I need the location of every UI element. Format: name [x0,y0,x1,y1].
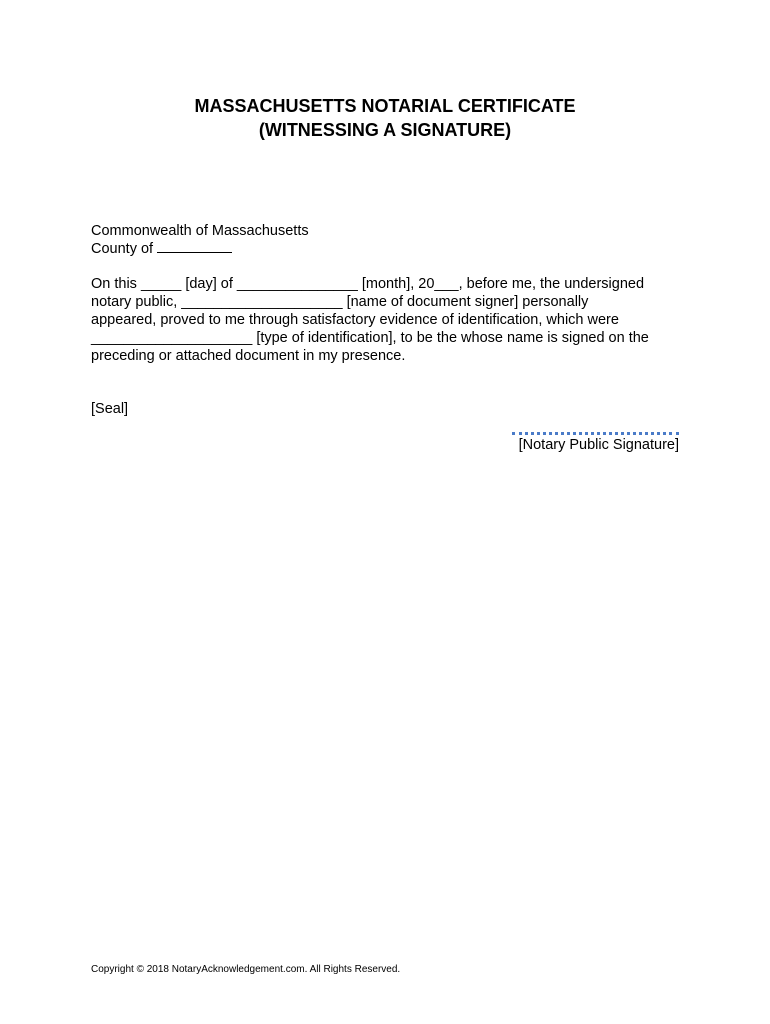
county-line [91,240,232,258]
body-line-1: On this _____ [day] of _______________ [month], 20___, before me, the undersigned [91,276,645,292]
county-label: County of [91,241,158,257]
county-blank-field [157,240,232,253]
body-line-3: appeared, proved to me through satisfactory evidence of identification, which were [91,312,619,328]
signature-label: [Notary Public Signature] [518,437,679,453]
copyright-footer: Copyright © 2018 NotaryAcknowledgement.com. All Rights Reserved. [91,964,401,975]
seal-label: [Seal] [91,401,129,417]
body-line-4: ____________________ [type of identification], to be the whose name is signed on the [91,330,649,346]
body-line-2: notary public, ____________________ [name of document signer] personally [91,294,589,310]
document-title-line-2: (WITNESSING A SIGNATURE) [258,120,512,140]
state-line: Commonwealth of Massachusetts [91,223,309,239]
signature-line [512,432,679,435]
body-line-5: preceding or attached document in my presence. [91,348,406,364]
document-title-line-1: MASSACHUSETTS NOTARIAL CERTIFICATE [194,96,576,116]
